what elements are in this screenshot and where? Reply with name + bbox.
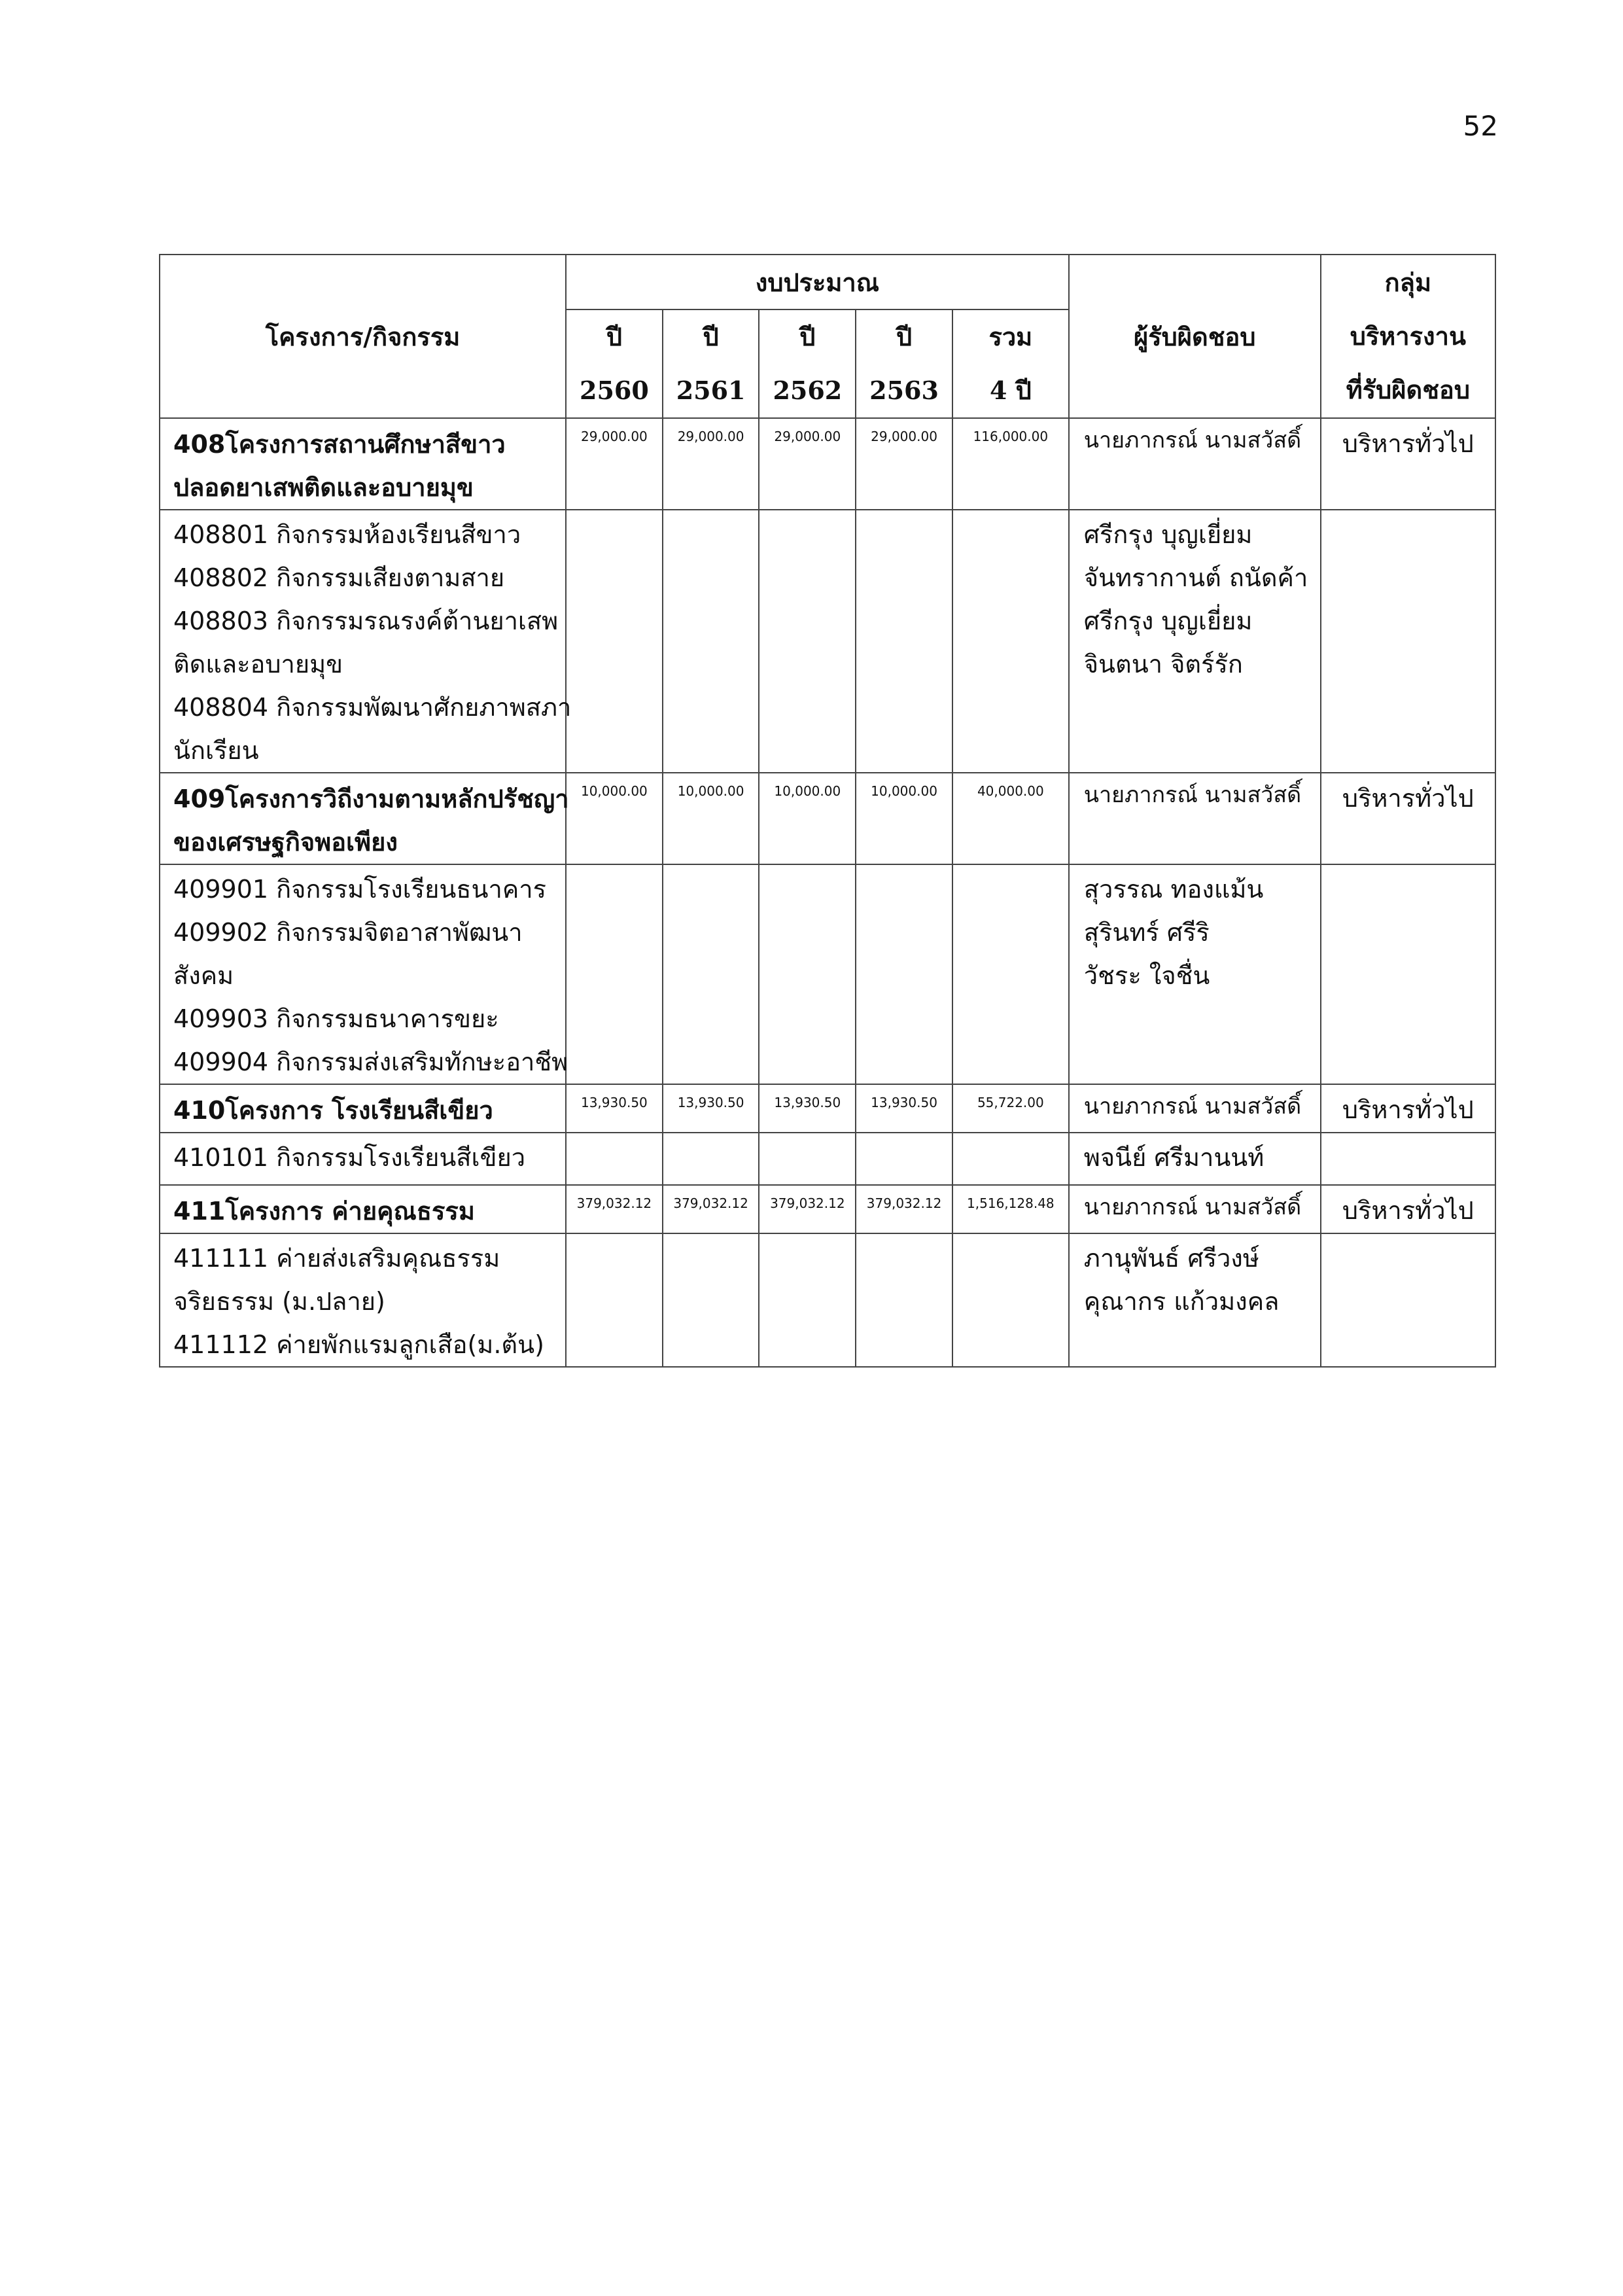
activity-row bbox=[160, 864, 1495, 1084]
activity-list: 409901 กิจกรรมโรงเรียนธนาคาร 409902 กิจกรรมจิตอาสาพัฒนา สังคม 409903 กิจกรรมธนาคารขยะ 409904 กิจกรรมส่งเสริมทักษะอาชีพ bbox=[160, 864, 566, 1084]
budget-cell: 29,000.00 bbox=[856, 418, 952, 510]
activity-row bbox=[160, 510, 1495, 773]
budget-cell: 13,930.50 bbox=[663, 1084, 759, 1133]
activity-responsible-list: ภานุพันธ์ ศรีวงษ์ คุณากร แก้วมงคล bbox=[1069, 1233, 1321, 1367]
group-cell: บริหารทั่วไป bbox=[1321, 773, 1495, 864]
project-row bbox=[160, 1084, 1495, 1133]
activity-row bbox=[160, 1233, 1495, 1367]
budget-cell: 379,032.12 bbox=[663, 1185, 759, 1233]
header-total-label: รวม 4 ปี bbox=[952, 309, 1069, 418]
header-row-1 bbox=[160, 255, 1495, 309]
activity-list: 410101 กิจกรรมโรงเรียนสีเขียว bbox=[160, 1133, 566, 1185]
project-title: 411โครงการ ค่ายคุณธรรม bbox=[160, 1185, 566, 1233]
activity-list: 408801 กิจกรรมห้องเรียนสีขาว 408802 กิจกรรมเสียงตามสาย 408803 กิจกรรมรณรงค์ต้านยาเสพ ติดและอบายมุข 408804 กิจกรรมพัฒนาศักยภาพสภา นักเรียน bbox=[160, 510, 566, 773]
budget-cell: 29,000.00 bbox=[663, 418, 759, 510]
project-row bbox=[160, 1185, 1495, 1233]
project-title: 408โครงการสถานศึกษาสีขาว ปลอดยาเสพติดและอบายมุข bbox=[160, 418, 566, 510]
header-year-label: ปี 2562 bbox=[759, 309, 856, 418]
budget-cell: 379,032.12 bbox=[566, 1185, 663, 1233]
activity-responsible-list: ศรีกรุง บุญเยี่ยม จันทรากานต์ ถนัดค้า ศรีกรุง บุญเยี่ยม จินตนา จิตร์รัก bbox=[1069, 510, 1321, 773]
budget-cell: 13,930.50 bbox=[566, 1084, 663, 1133]
group-cell: บริหารทั่วไป bbox=[1321, 1084, 1495, 1133]
budget-cell: 29,000.00 bbox=[759, 418, 856, 510]
header-year-label: ปี 2561 bbox=[663, 309, 759, 418]
budget-cell: 10,000.00 bbox=[663, 773, 759, 864]
page-number: 52 bbox=[1463, 110, 1498, 142]
budget-cell: 10,000.00 bbox=[566, 773, 663, 864]
project-row bbox=[160, 418, 1495, 510]
budget-table bbox=[159, 254, 1496, 1368]
budget-cell: 13,930.50 bbox=[759, 1084, 856, 1133]
budget-cell: 10,000.00 bbox=[856, 773, 952, 864]
group-cell: บริหารทั่วไป bbox=[1321, 1185, 1495, 1233]
header-project: โครงการ/กิจกรรม bbox=[160, 255, 566, 418]
budget-cell: 29,000.00 bbox=[566, 418, 663, 510]
activity-responsible-list: สุวรรณ ทองแม้น สุรินทร์ ศรีริ วัชระ ใจชื่น bbox=[1069, 864, 1321, 1084]
header-responsible: ผู้รับผิดชอบ bbox=[1069, 255, 1321, 418]
project-title: 410โครงการ โรงเรียนสีเขียว bbox=[160, 1084, 566, 1133]
project-row bbox=[160, 773, 1495, 864]
responsible-cell: นายภากรณ์ นามสวัสดิ์ bbox=[1069, 1185, 1321, 1233]
header-group bbox=[1321, 255, 1495, 418]
budget-total-cell: 40,000.00 bbox=[952, 773, 1069, 864]
group-cell: บริหารทั่วไป bbox=[1321, 418, 1495, 510]
budget-total-cell: 1,516,128.48 bbox=[952, 1185, 1069, 1233]
budget-cell: 379,032.12 bbox=[856, 1185, 952, 1233]
activity-list: 411111 ค่ายส่งเสริมคุณธรรม จริยธรรม (ม.ปลาย) 411112 ค่ายพักแรมลูกเสือ(ม.ต้น) bbox=[160, 1233, 566, 1367]
header-group-line: กลุ่ม bbox=[1384, 268, 1431, 297]
header-group-line: ที่รับผิดชอบ bbox=[1346, 375, 1470, 404]
budget-total-cell: 55,722.00 bbox=[952, 1084, 1069, 1133]
header-year-label: ปี 2563 bbox=[856, 309, 952, 418]
header-group-line: บริหารงาน bbox=[1350, 321, 1466, 351]
budget-cell: 13,930.50 bbox=[856, 1084, 952, 1133]
budget-cell: 379,032.12 bbox=[759, 1185, 856, 1233]
budget-total-cell: 116,000.00 bbox=[952, 418, 1069, 510]
responsible-cell: นายภากรณ์ นามสวัสดิ์ bbox=[1069, 773, 1321, 864]
header-budget: งบประมาณ bbox=[566, 255, 1069, 309]
budget-cell: 10,000.00 bbox=[759, 773, 856, 864]
activity-row bbox=[160, 1133, 1495, 1185]
responsible-cell: นายภากรณ์ นามสวัสดิ์ bbox=[1069, 1084, 1321, 1133]
header-year-label: ปี 2560 bbox=[566, 309, 663, 418]
responsible-cell: นายภากรณ์ นามสวัสดิ์ bbox=[1069, 418, 1321, 510]
project-title: 409โครงการวิถีงามตามหลักปรัชญา ของเศรษฐกิจพอเพียง bbox=[160, 773, 566, 864]
activity-responsible-list: พจนีย์ ศรีมานนท์ bbox=[1069, 1133, 1321, 1185]
